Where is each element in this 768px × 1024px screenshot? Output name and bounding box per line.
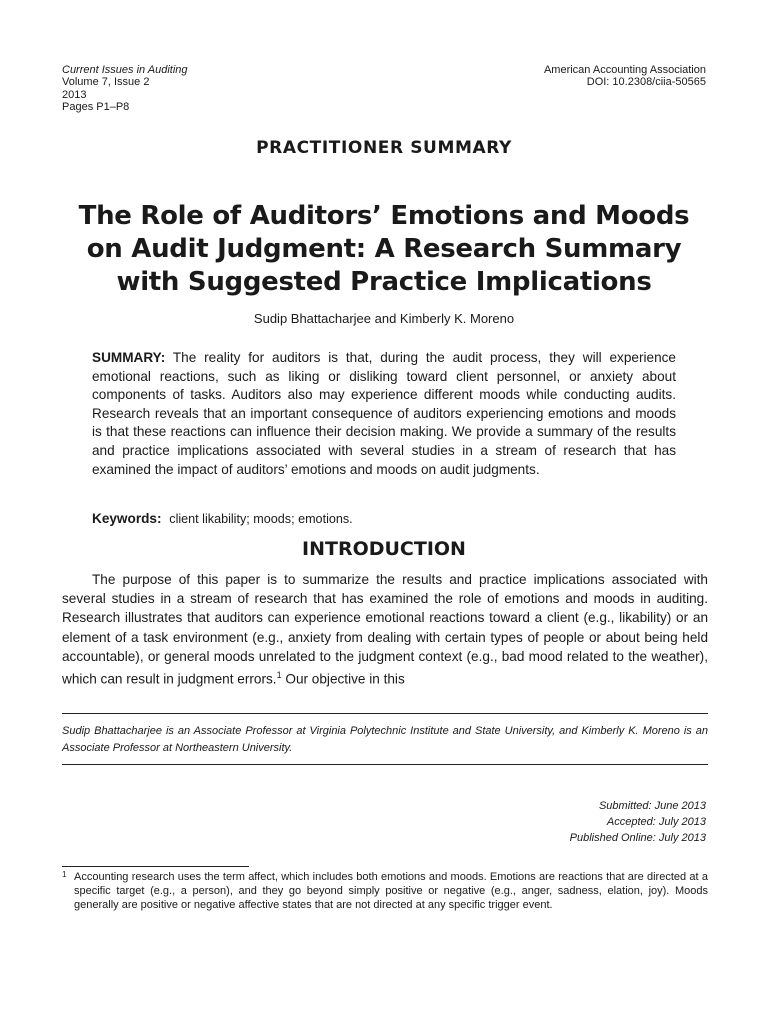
- footnote-text: Accounting research uses the term affect, which includes both emotions and moods. Emotions are reactions that are directed at a specific target (e.g., a person), and they go beyond simply positive or negative (e.g., anger, sadness, elation, joy). Moods generally are positive or negative affective states that are not directed at any specific trigger event.: [74, 871, 708, 911]
- date-accepted: Accepted: July 2013: [606, 816, 706, 828]
- date-submitted: Submitted: June 2013: [598, 800, 706, 812]
- footnote-reference[interactable]: 1: [276, 670, 282, 681]
- title-line-2: on Audit Judgment: A Research Summary: [86, 234, 682, 264]
- journal-info: [62, 64, 188, 114]
- footnote-mark: 1: [62, 870, 67, 879]
- keywords-label: Keywords:: [92, 511, 162, 526]
- intro-text: The purpose of this paper is to summarize the results and practice implications associated with several studies in a stream of research that has examined the role of emotions and moods in auditing. Research illustrates that auditors can experience emotional reactions toward a client (e.g., likability) or an element of a task environment (e.g., anxiety from dealing with certain types of people or about being held accountable), or general moods unrelated to the judgment context (e.g., bad mood related to the weather), which can result in judgment errors.: [62, 572, 708, 687]
- intro-text-continued: Our objective in this: [281, 671, 405, 687]
- summary-label: SUMMARY:: [92, 350, 166, 365]
- keywords-text: client likability; moods; emotions.: [169, 512, 353, 526]
- affiliation-rule-bottom: [62, 764, 708, 765]
- publisher-name: American Accounting Association: [543, 64, 706, 76]
- author-affiliation: Sudip Bhattacharjee is an Associate Professor at Virginia Polytechnic Institute and State University, and Kimberly K. Moreno is an Associate Professor at Northeastern University.: [62, 725, 708, 754]
- publisher-info: [544, 64, 706, 89]
- keywords: [92, 511, 353, 526]
- journal-volume: Volume 7, Issue 2: [62, 76, 150, 89]
- summary-text: The reality for auditors is that, during the audit process, they will experience emotional reactions, such as liking or disliking toward client personnel, or anxiety about components of tasks. Auditors also may experience different moods while conducting audits. Research reveals that an important consequence of auditors experiencing emotions and moods is that these reactions can influence their decision making. We provide a summary of the results and practice implications associated with several studies in a stream of research that has examined the impact of auditors’ emotions and moods on audit judgments.: [92, 350, 676, 477]
- title-line-1: The Role of Auditors’ Emotions and Moods: [78, 201, 690, 231]
- introduction-paragraph: [62, 570, 708, 689]
- journal-name: Current Issues in Auditing: [62, 64, 188, 76]
- date-published: Published Online: July 2013: [569, 832, 706, 844]
- doi[interactable]: DOI: 10.2308/ciia-50565: [586, 76, 706, 89]
- journal-year: 2013: [62, 88, 87, 101]
- author-list: Sudip Bhattacharjee and Kimberly K. Moreno: [253, 311, 515, 326]
- summary-abstract: [92, 349, 676, 479]
- footnote: [62, 870, 708, 912]
- footnote-rule: [62, 866, 249, 867]
- journal-pages: Pages P1–P8: [62, 101, 130, 114]
- article-title: [60, 200, 708, 299]
- publication-dates: [570, 798, 706, 846]
- title-line-3: with Suggested Practice Implications: [116, 267, 652, 297]
- affiliation-rule-top: [62, 713, 708, 714]
- article-type: PRACTITIONER SUMMARY: [256, 138, 512, 158]
- section-heading-introduction: INTRODUCTION: [302, 538, 466, 560]
